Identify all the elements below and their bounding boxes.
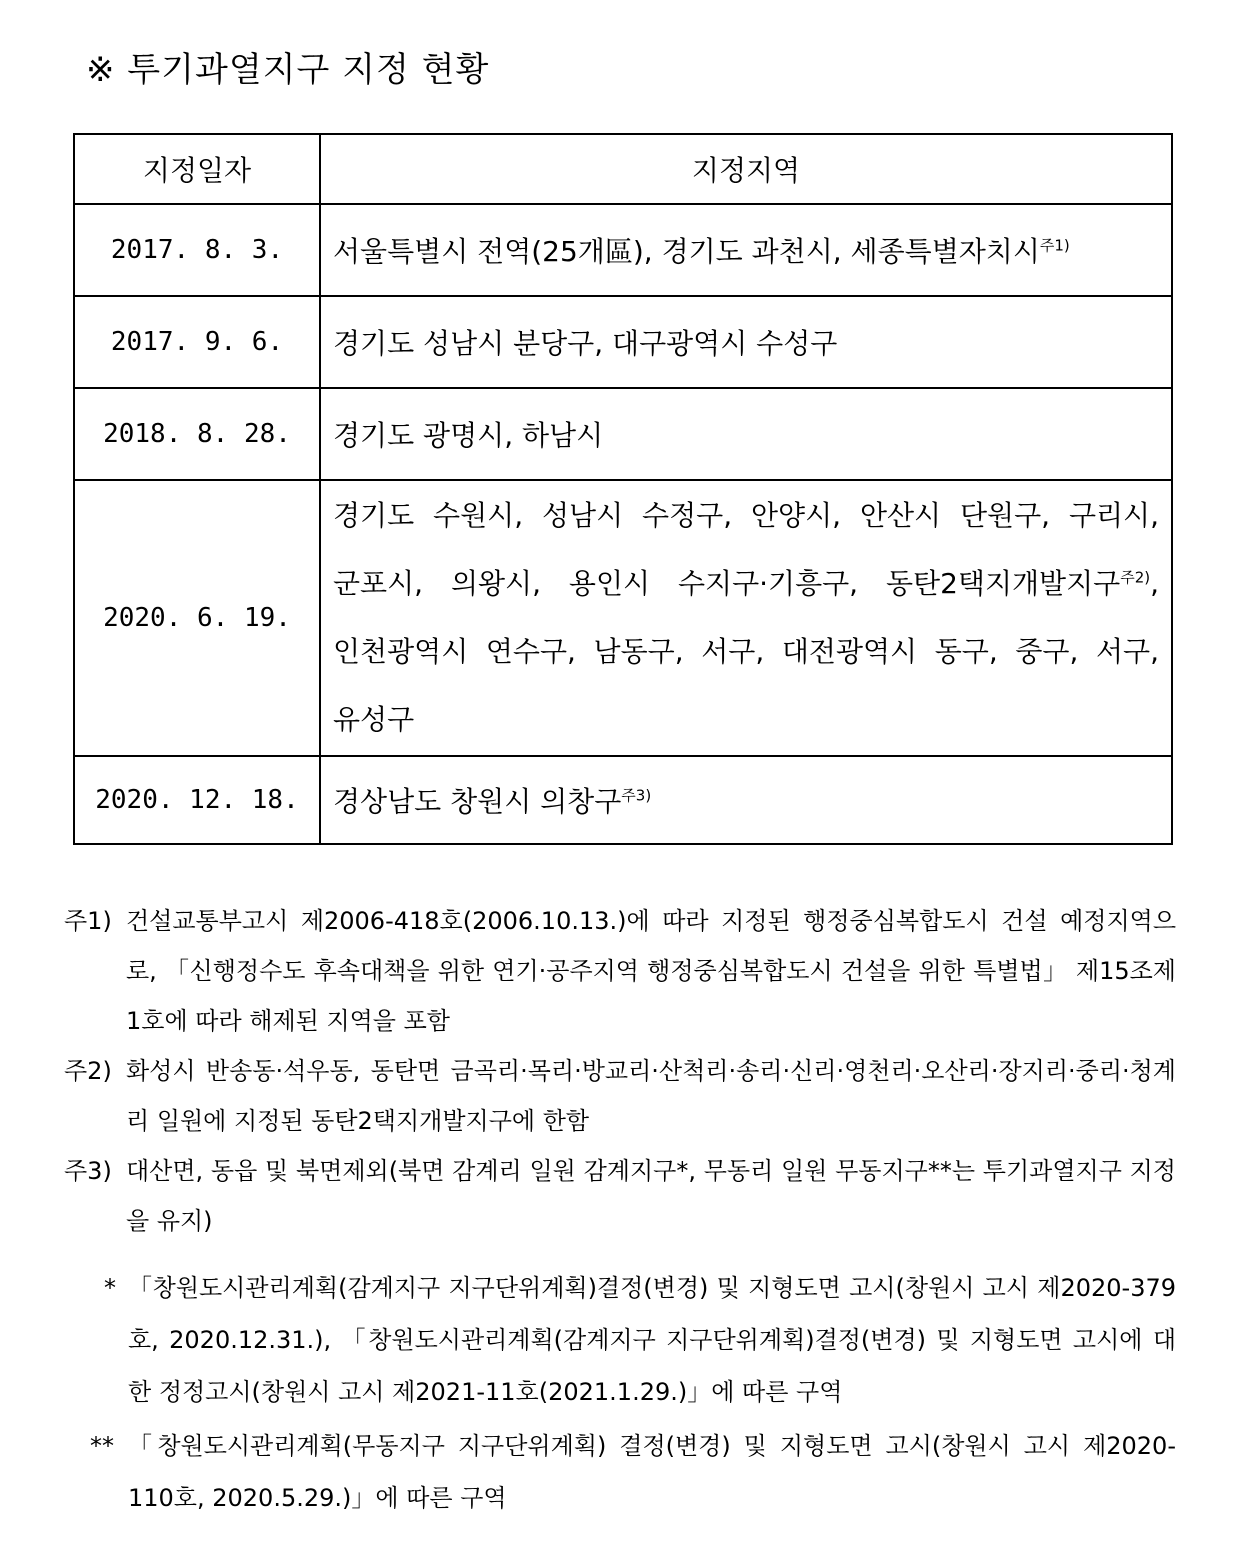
subnotes [90, 1262, 1176, 1524]
note-ref: 주2) [1120, 568, 1151, 587]
subnote-label: * [104, 1274, 116, 1302]
table-row [74, 204, 1172, 296]
footnote [64, 1146, 1176, 1246]
table-row [74, 756, 1172, 844]
region-text: 경기도 성남시 분당구, 대구광역시 수성구 [333, 327, 838, 360]
region-line [333, 550, 1159, 618]
footnote-text: 화성시 반송동·석우동, 동탄면 금곡리·목리·방교리·산척리·송리·신리·영천리·오산리·장지리·중리·청계리 일원에 지정된 동탄2택지개발지구에 한함 [126, 1057, 1176, 1135]
footnote-label: 주2) [64, 1057, 112, 1085]
designation-region [320, 296, 1172, 388]
table-row [74, 388, 1172, 480]
table-row [74, 480, 1172, 756]
region-line-text: 군포시, 의왕시, 용인시 수지구·기흥구, 동탄2택지개발지구 [333, 567, 1121, 600]
region-text: 서울특별시 전역(25개區), 경기도 과천시, 세종특별자치시 [333, 235, 1040, 268]
table-header-row [74, 134, 1172, 204]
region-line: 인천광역시 연수구, 남동구, 서구, 대전광역시 동구, 중구, 서구, [333, 635, 1159, 668]
page-title: ※ 투기과열지구 지정 현황 [86, 50, 490, 90]
subnote-text: 「창원도시관리계획(감계지구 지구단위계획)결정(변경) 및 지형도면 고시(창원시 고시 제2020-379호, 2020.12.31.), 「창원도시관리계획(감계지구 지구단위계획)결정(변경) 및 지형도면 고시에 대한 정정고시(창원시 고시 제2021-11호(2021.1.29.)」에 따른 구역 [128, 1274, 1176, 1406]
header-date: 지정일자 [74, 134, 320, 204]
designation-date: 2020. 6. 19. [74, 480, 320, 756]
subnote [90, 1420, 1176, 1524]
footnotes [64, 896, 1176, 1246]
designation-date: 2017. 8. 3. [74, 204, 320, 296]
designation-date: 2020. 12. 18. [74, 756, 320, 844]
region-line: 유성구 [333, 703, 415, 736]
header-region: 지정지역 [320, 134, 1172, 204]
region-text: 경상남도 창원시 의창구 [333, 785, 622, 818]
footnote-text: 대산면, 동읍 및 북면제외(북면 감계리 일원 감계지구*, 무동리 일원 무동지구**는 투기과열지구 지정을 유지) [126, 1157, 1176, 1235]
table-row [74, 296, 1172, 388]
footnote [64, 1046, 1176, 1146]
subnote-label: ** [90, 1432, 114, 1460]
footnote-label: 주3) [64, 1157, 112, 1185]
note-ref: 주1) [1039, 236, 1070, 255]
region-line-punct: , [1150, 567, 1159, 600]
subnote [90, 1262, 1176, 1418]
note-ref: 주3) [621, 786, 652, 805]
footnote [64, 896, 1176, 1046]
footnote-text: 건설교통부고시 제2006-418호(2006.10.13.)에 따라 지정된 행정중심복합도시 건설 예정지역으로, 「신행정수도 후속대책을 위한 연기·공주지역 행정중심복합도시 건설을 위한 특별법」 제15조제1호에 따라 해제된 지역을 포함 [126, 907, 1176, 1035]
designation-region [320, 388, 1172, 480]
region-text: 경기도 광명시, 하남시 [333, 419, 604, 452]
footnote-label: 주1) [64, 907, 112, 935]
designation-region [320, 756, 1172, 844]
designation-region [320, 480, 1172, 756]
region-line: 경기도 수원시, 성남시 수정구, 안양시, 안산시 단원구, 구리시, [333, 499, 1159, 532]
designation-table [73, 133, 1173, 845]
subnote-text: 「창원도시관리계획(무동지구 지구단위계획) 결정(변경) 및 지형도면 고시(창원시 고시 제2020-110호, 2020.5.29.)」에 따른 구역 [128, 1432, 1176, 1512]
designation-date: 2017. 9. 6. [74, 296, 320, 388]
designation-region [320, 204, 1172, 296]
designation-date: 2018. 8. 28. [74, 388, 320, 480]
